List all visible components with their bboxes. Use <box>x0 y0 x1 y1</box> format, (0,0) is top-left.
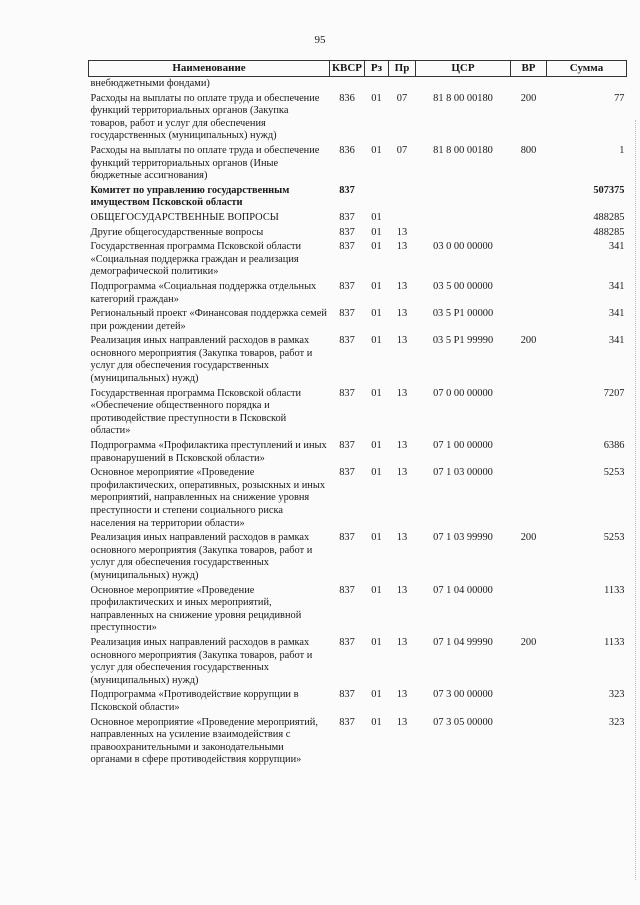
cell-rz: 01 <box>371 280 382 292</box>
cell-csr: 07 1 03 99990 <box>433 532 493 544</box>
table-row <box>89 280 627 307</box>
cell-sum: 6386 <box>603 440 625 452</box>
table-row <box>89 439 627 466</box>
cell-pr <box>389 77 416 92</box>
cell-kvsr: 837 <box>339 689 355 701</box>
table-row <box>89 466 627 531</box>
cell-vr <box>511 280 547 307</box>
cell-pr: 13 <box>396 226 408 238</box>
cell-kvsr: 837 <box>339 335 355 347</box>
cell-rz: 01 <box>371 716 382 728</box>
cell-csr: 81 8 00 00180 <box>433 144 493 156</box>
cell-sum <box>547 77 627 92</box>
cell-rz: 01 <box>371 92 382 104</box>
budget-table <box>88 60 627 768</box>
header-name: Наименование <box>89 61 330 77</box>
cell-kvsr: 837 <box>339 467 355 479</box>
cell-csr: 07 0 00 00000 <box>433 387 493 399</box>
cell-pr: 13 <box>396 532 408 544</box>
cell-vr <box>511 240 547 280</box>
cell-name: Основное мероприятие «Проведение профилактических и иных мероприятий, направленных на снижение уровня рецидивной преступности» <box>90 584 302 634</box>
cell-vr <box>511 211 547 226</box>
cell-name: ОБЩЕГОСУДАРСТВЕННЫЕ ВОПРОСЫ <box>90 211 279 223</box>
cell-pr: 13 <box>396 716 408 728</box>
cell-csr: 07 3 00 00000 <box>433 689 493 701</box>
cell-name: Реализация иных направлений расходов в рамках основного мероприятия (Закупка товаров, работ и услуг для обеспечения государственных (муниципальных) нужд) <box>90 636 313 686</box>
cell-csr <box>416 211 511 226</box>
cell-pr: 13 <box>396 387 408 399</box>
cell-pr: 07 <box>396 144 408 156</box>
table-row <box>89 584 627 636</box>
cell-name: Подпрограмма «Противодействие коррупции в Псковской области» <box>90 689 299 713</box>
cell-sum: 341 <box>608 308 625 320</box>
cell-rz: 01 <box>371 584 382 596</box>
cell-sum: 341 <box>608 241 625 253</box>
cell-csr: 07 3 05 00000 <box>433 716 493 728</box>
cell-vr <box>511 77 547 92</box>
cell-vr <box>511 466 547 531</box>
cell-name: Основное мероприятие «Проведение мероприятий, направленных на усиление взаимодействия с правоохранительными и законодательными органами в сфере противодействия коррупции» <box>90 716 318 766</box>
cell-csr: 03 5 P1 99990 <box>432 335 494 347</box>
cell-sum: 507375 <box>593 184 625 196</box>
cell-csr: 07 1 03 00000 <box>433 467 493 479</box>
cell-kvsr: 836 <box>339 92 355 104</box>
cell-name: Реализация иных направлений расходов в рамках основного мероприятия (Закупка товаров, работ и услуг для обеспечения государственных (муниципальных) нужд) <box>90 335 313 385</box>
cell-csr: 03 5 00 00000 <box>433 280 493 292</box>
cell-rz <box>365 77 389 92</box>
cell-sum: 488285 <box>593 211 625 223</box>
cell-vr: 200 <box>520 532 537 544</box>
cell-name: Расходы на выплаты по оплате труда и обеспечение функций территориальных органов (Закупка товаров, работ и услуг для обеспечения государственных (муниципальных) нужд) <box>90 92 320 142</box>
cell-rz: 01 <box>371 387 382 399</box>
cell-sum: 488285 <box>593 226 625 238</box>
cell-sum: 77 <box>614 92 625 104</box>
cell-kvsr <box>330 77 365 92</box>
header-rz: Рз <box>365 61 389 77</box>
cell-kvsr: 837 <box>339 532 355 544</box>
cell-name: Государственная программа Псковской области «Обеспечение общественного порядка и противодействие преступности в Псковской области» <box>90 387 302 437</box>
cell-vr <box>511 716 547 768</box>
table-row <box>89 226 627 241</box>
cell-vr: 200 <box>520 335 537 347</box>
cell-name: Другие общегосударственные вопросы <box>90 226 264 238</box>
table-row <box>89 92 627 144</box>
cell-kvsr: 837 <box>339 440 355 452</box>
cell-sum: 323 <box>608 716 625 728</box>
cell-csr: 07 1 00 00000 <box>433 440 493 452</box>
cell-pr: 13 <box>396 584 408 596</box>
cell-rz: 01 <box>371 335 382 347</box>
header-vr: ВР <box>511 61 547 77</box>
table-row <box>89 334 627 386</box>
table-row <box>89 211 627 226</box>
cell-rz: 01 <box>371 689 382 701</box>
table-row <box>89 77 627 92</box>
cell-csr <box>416 226 511 241</box>
cell-name: Расходы на выплаты по оплате труда и обеспечение функций территориальных органов (Иные бюджетные ассигнования) <box>90 144 320 182</box>
cell-csr: 03 0 00 00000 <box>433 241 493 253</box>
cell-sum: 5253 <box>603 532 625 544</box>
cell-name: Основное мероприятие «Проведение профилактических, оперативных, розыскных и иных мероприятий, направленных на снижение уровня преступности и степени социального риска населения на территории области» <box>90 467 326 529</box>
cell-rz: 01 <box>371 144 382 156</box>
cell-sum: 323 <box>608 689 625 701</box>
cell-sum: 5253 <box>603 467 625 479</box>
cell-pr <box>389 184 416 211</box>
cell-kvsr: 837 <box>339 211 355 223</box>
cell-name: Государственная программа Псковской области «Социальная поддержка граждан и реализация демографической политики» <box>90 241 302 278</box>
cell-kvsr: 837 <box>339 241 355 253</box>
table-body <box>89 77 627 768</box>
cell-csr: 81 8 00 00180 <box>433 92 493 104</box>
cell-csr: 07 1 04 00000 <box>433 584 493 596</box>
cell-pr: 13 <box>396 636 408 648</box>
cell-kvsr: 837 <box>339 308 355 320</box>
cell-name: Подпрограмма «Социальная поддержка отдельных категорий граждан» <box>90 280 317 305</box>
cell-rz <box>365 184 389 211</box>
header-csr: ЦСР <box>416 61 511 77</box>
cell-name: Реализация иных направлений расходов в рамках основного мероприятия (Закупка товаров, работ и услуг для обеспечения государственных (муниципальных) нужд) <box>90 532 313 581</box>
cell-vr: 200 <box>520 92 537 104</box>
cell-rz: 01 <box>371 636 382 648</box>
table-row <box>89 531 627 583</box>
cell-rz: 01 <box>371 226 382 238</box>
header-pr: Пр <box>389 61 416 77</box>
page-number: 95 <box>314 34 326 46</box>
cell-sum: 1133 <box>604 636 625 648</box>
cell-vr <box>511 439 547 466</box>
cell-csr <box>416 184 511 211</box>
cell-kvsr: 837 <box>339 226 355 238</box>
cell-name: Региональный проект «Финансовая поддержка семей при рождении детей» <box>90 308 327 332</box>
cell-vr <box>511 307 547 334</box>
header-kvsr: КВСР <box>330 61 365 77</box>
cell-kvsr: 837 <box>339 584 355 596</box>
cell-kvsr: 836 <box>339 144 355 156</box>
header-sum: Сумма <box>547 61 627 77</box>
cell-kvsr: 837 <box>339 716 355 728</box>
cell-pr: 07 <box>396 92 408 104</box>
cell-name: внебюджетными фондами) <box>90 78 210 89</box>
table-row <box>89 716 627 768</box>
cell-rz: 01 <box>371 467 382 479</box>
cell-vr: 800 <box>520 144 537 156</box>
cell-pr: 13 <box>396 440 408 452</box>
cell-kvsr: 837 <box>339 184 355 196</box>
cell-vr <box>511 387 547 439</box>
cell-sum: 341 <box>608 335 625 347</box>
cell-name: Подпрограмма «Профилактика преступлений и иных правонарушений в Псковской области» <box>90 440 327 464</box>
cell-sum: 1133 <box>604 584 625 596</box>
cell-vr <box>511 226 547 241</box>
cell-pr: 13 <box>396 689 408 701</box>
cell-pr: 13 <box>396 280 408 292</box>
cell-rz: 01 <box>371 241 382 253</box>
cell-vr <box>511 184 547 211</box>
cell-rz: 01 <box>371 308 382 320</box>
cell-pr: 13 <box>396 241 408 253</box>
cell-rz: 01 <box>371 211 382 223</box>
table-row <box>89 688 627 715</box>
cell-sum: 1 <box>619 144 625 156</box>
table-row <box>89 184 627 211</box>
cell-pr: 13 <box>396 335 408 347</box>
cell-pr <box>389 211 416 226</box>
table-row <box>89 387 627 439</box>
cell-csr: 03 5 P1 00000 <box>432 308 494 320</box>
table-row <box>89 307 627 334</box>
cell-sum: 7207 <box>603 387 625 399</box>
cell-sum: 341 <box>608 280 625 292</box>
cell-kvsr: 837 <box>339 636 355 648</box>
cell-rz: 01 <box>371 532 382 544</box>
cell-vr: 200 <box>520 636 537 648</box>
cell-kvsr: 837 <box>339 280 355 292</box>
cell-name: Комитет по управлению государственным имуществом Псковской области <box>90 184 290 209</box>
cell-kvsr: 837 <box>339 387 355 399</box>
cell-csr: 07 1 04 99990 <box>433 636 493 648</box>
table-header-row <box>89 61 627 77</box>
table-row <box>89 240 627 280</box>
table-row <box>89 144 627 184</box>
cell-pr: 13 <box>396 467 408 479</box>
table-row <box>89 636 627 688</box>
cell-vr <box>511 584 547 636</box>
scan-edge-mark <box>633 120 636 880</box>
cell-rz: 01 <box>371 440 382 452</box>
cell-csr <box>416 77 511 92</box>
cell-vr <box>511 688 547 715</box>
cell-pr: 13 <box>396 308 408 320</box>
